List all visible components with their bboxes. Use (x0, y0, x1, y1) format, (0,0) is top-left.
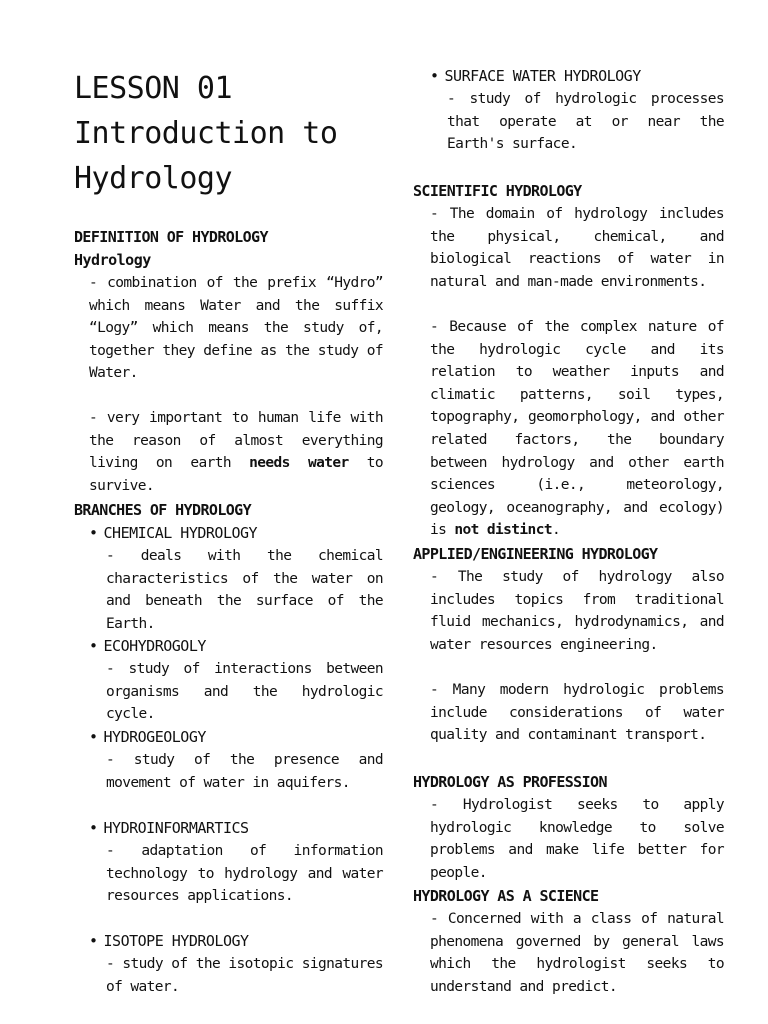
branch-description: - study of the isotopic signatures of water. (106, 956, 383, 995)
applied-heading: APPLIED/ENGINEERING HYDROLOGY (413, 545, 658, 563)
branch-title: • HYDROINFORMARTICS (89, 817, 249, 839)
definition-paragraph-2 (89, 407, 383, 497)
definition-heading: DEFINITION OF HYDROLOGY (74, 228, 268, 246)
branch-description: - study of interactions between organisms and the hydrologic cycle. (106, 661, 383, 723)
title-line: Hydrology (74, 161, 233, 196)
profession-heading: HYDROLOGY AS PROFESSION (413, 773, 607, 791)
branches-heading: BRANCHES OF HYDROLOGY (74, 501, 252, 519)
science-paragraph: - Concerned with a class of natural phenomena governed by general laws which the hydrologist seeks to understand and predict. (430, 911, 724, 995)
page-title (74, 66, 374, 201)
text-run: to survive. (89, 455, 384, 494)
definition-term: Hydrology (74, 251, 151, 269)
emphasis: not distinct (454, 522, 552, 539)
applied-paragraph-2: - Many modern hydrologic problems include considerations of water quality and contaminant transport. (430, 682, 724, 744)
branch-title: • CHEMICAL HYDROLOGY (89, 522, 257, 544)
profession-paragraph: - Hydrologist seeks to apply hydrologic knowledge to solve problems and make life better for people. (430, 797, 724, 881)
text-run: - very important to human life with the reason of almost everything living on earth (89, 410, 383, 472)
branch-description: - deals with the chemical characteristics of the water on and beneath the surface of the Earth. (106, 548, 383, 632)
title-line: LESSON 01 (74, 71, 233, 106)
science-heading: HYDROLOGY AS A SCIENCE (413, 887, 599, 905)
scientific-paragraph-1: - The domain of hydrology includes the physical, chemical, and biological reactions of water in natural and man-made environments. (430, 206, 724, 290)
branch-description: - adaptation of information technology to hydrology and water resources applications. (106, 843, 383, 905)
scientific-paragraph-2 (430, 316, 724, 542)
definition-paragraph-1: - combination of the prefix “Hydro” which means Water and the suffix “Logy” which means the study of, together they define as the study of Water. (89, 275, 383, 382)
branch-title: • ISOTOPE HYDROLOGY (89, 930, 249, 952)
branch-description: - study of hydrologic processes that operate at or near the Earth's surface. (447, 91, 724, 153)
branch-description: - study of the presence and movement of water in aquifers. (106, 752, 383, 791)
scientific-heading: SCIENTIFIC HYDROLOGY (413, 182, 582, 200)
branch-title: • ECOHYDROGOLY (89, 635, 206, 657)
emphasis: needs water (249, 455, 349, 472)
text-run: - Because of the complex nature of the hydrologic cycle and its relation to weather inputs and climatic patterns, soil types, topography, geomorphology, and other related factors, the boundary between hydrology and other earth sciences (i.e., meteorology, geology, oceanography, and ecology) is (430, 319, 724, 539)
branch-title: • SURFACE WATER HYDROLOGY (430, 65, 641, 87)
branch-title: • HYDROGEOLOGY (89, 726, 206, 748)
title-line: Introduction to (74, 116, 338, 151)
applied-paragraph-1: - The study of hydrology also includes topics from traditional fluid mechanics, hydrodynamics, and water resources engineering. (430, 569, 724, 653)
text-run: . (551, 522, 561, 539)
